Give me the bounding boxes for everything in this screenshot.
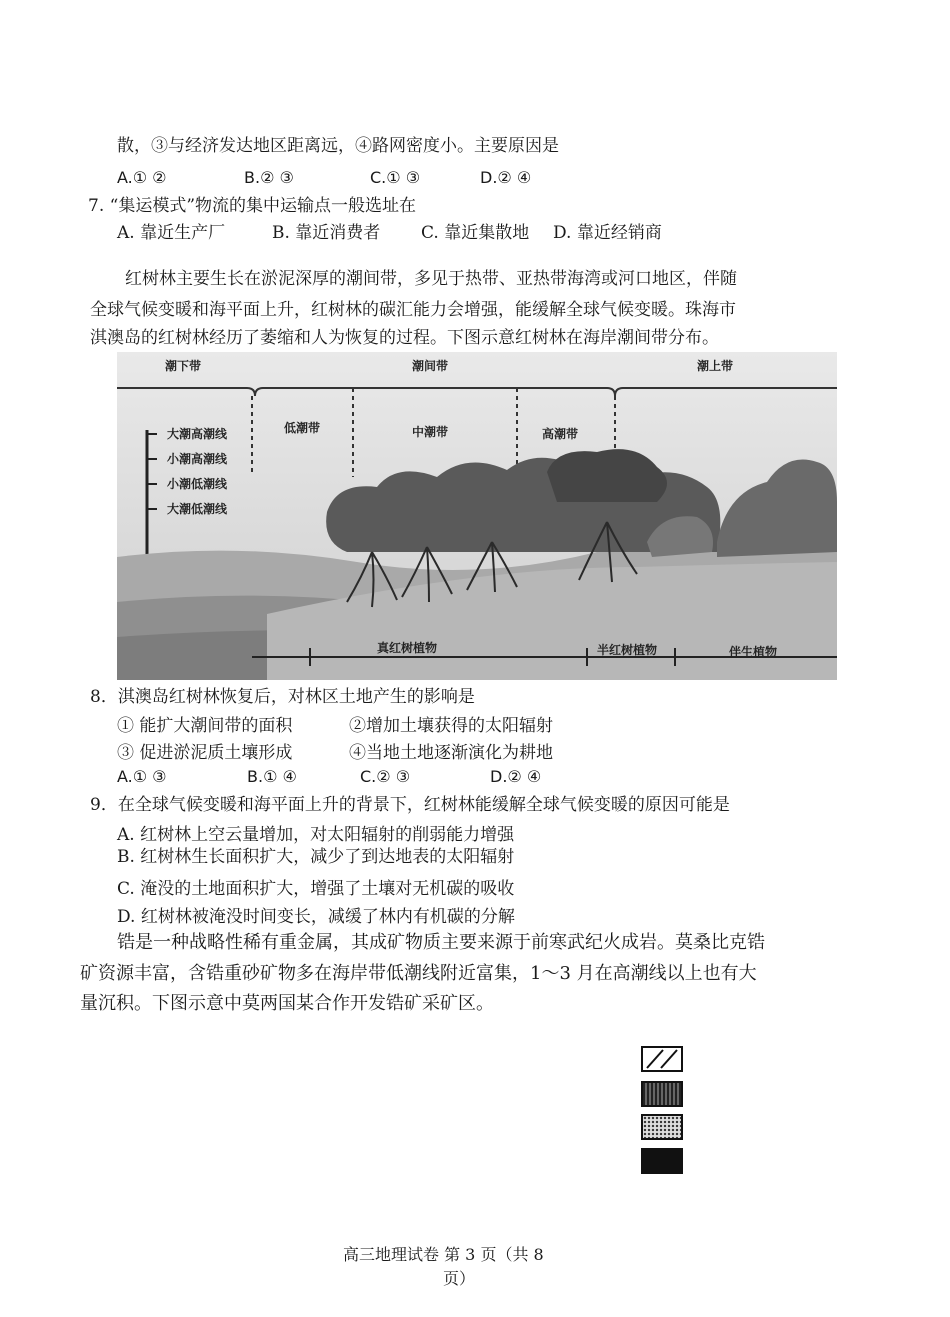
q8-item-3: ③ 促进淤泥质土壤形成 xyxy=(117,743,293,763)
subzone-low-label: 低潮带 xyxy=(284,421,321,435)
q9-option-b: B. 红树林生长面积扩大，减少了到达地表的太阳辐射 xyxy=(117,847,515,867)
q9-stem: 9．在全球气候变暖和海平面上升的背景下，红树林能缓解全球气候变暖的原因可能是 xyxy=(90,795,730,815)
legend-solid-black-swatch xyxy=(641,1148,683,1174)
legend-speckled-swatch xyxy=(641,1114,683,1140)
page-footer-line1: 高三地理试卷 第 3 页（共 8 xyxy=(343,1245,544,1264)
q9-option-d: D. 红树林被淹没时间变长，减缓了林内有机碳的分解 xyxy=(117,907,515,927)
zone-subtidal-label: 潮下带 xyxy=(165,359,202,373)
zone-supratidal-label: 潮上带 xyxy=(697,359,734,373)
q9-option-c: C. 淹没的土地面积扩大，增强了土壤对无机碳的吸收 xyxy=(117,879,515,899)
legend-hatched-swatch xyxy=(641,1046,683,1072)
q7-option-c: C. 靠近集散地 xyxy=(421,223,530,243)
mangrove-intertidal-figure xyxy=(117,352,837,680)
q8-option-b: B.① ④ xyxy=(247,767,297,786)
page-footer-line2: 页） xyxy=(443,1269,476,1288)
q6-stem-end: 散，③与经济发达地区距离远，④路网密度小。主要原因是 xyxy=(117,136,559,156)
q8-option-c: C.② ③ xyxy=(360,767,411,786)
passage2-line3: 量沉积。下图示意中莫两国某合作开发锆矿采矿区。 xyxy=(80,993,494,1014)
q8-stem: 8．淇澳岛红树林恢复后，对林区土地产生的影响是 xyxy=(90,687,475,707)
passage2-line2: 矿资源丰富，含锆重砂矿物多在海岸带低潮线附近富集，1～3 月在高潮线以上也有大 xyxy=(80,963,757,984)
tide-line-2: 小潮高潮线 xyxy=(167,452,228,466)
passage2-line1: 锆是一种战略性稀有重金属，其成矿物质主要来源于前寒武纪火成岩。莫桑比克锆 xyxy=(117,932,765,953)
q7-option-a: A. 靠近生产厂 xyxy=(117,223,226,243)
tide-line-3: 小潮低潮线 xyxy=(167,477,228,491)
legend-dark-texture-swatch xyxy=(641,1081,683,1107)
q6-option-b: B.② ③ xyxy=(244,168,294,187)
q9-option-a: A. 红树林上空云量增加，对太阳辐射的削弱能力增强 xyxy=(117,825,515,845)
q8-item-2: ②增加土壤获得的太阳辐射 xyxy=(349,716,553,736)
passage1-line1: 红树林主要生长在淤泥深厚的潮间带，多见于热带、亚热带海湾或河口地区，伴随 xyxy=(125,269,737,289)
q6-option-c: C.① ③ xyxy=(370,168,421,187)
q7-option-b: B. 靠近消费者 xyxy=(272,223,381,243)
tide-line-1: 大潮高潮线 xyxy=(167,427,228,441)
zone-intertidal-label: 潮间带 xyxy=(412,359,449,373)
bottom-true-mangrove: 真红树植物 xyxy=(377,641,438,655)
subzone-mid-label: 中潮带 xyxy=(412,425,449,439)
q8-item-1: ① 能扩大潮间带的面积 xyxy=(117,716,293,736)
passage1-line3: 淇澳岛的红树林经历了萎缩和人为恢复的过程。下图示意红树林在海岸潮间带分布。 xyxy=(90,328,719,348)
tide-line-4: 大潮低潮线 xyxy=(167,502,228,516)
subzone-high-label: 高潮带 xyxy=(542,427,579,441)
q8-item-4: ④当地土地逐渐演化为耕地 xyxy=(349,743,553,763)
bottom-associated-plants: 伴生植物 xyxy=(729,645,778,659)
q7-option-d: D. 靠近经销商 xyxy=(553,223,662,243)
q6-option-a: A.① ② xyxy=(117,168,167,187)
bottom-semi-mangrove: 半红树植物 xyxy=(597,643,658,657)
q6-option-d: D.② ④ xyxy=(480,168,532,187)
q7-stem: 7. “集运模式”物流的集中运输点一般选址在 xyxy=(88,196,417,216)
passage1-line2: 全球气候变暖和海平面上升，红树林的碳汇能力会增强，能缓解全球气候变暖。珠海市 xyxy=(90,300,736,320)
q8-option-d: D.② ④ xyxy=(490,767,542,786)
q8-option-a: A.① ③ xyxy=(117,767,167,786)
